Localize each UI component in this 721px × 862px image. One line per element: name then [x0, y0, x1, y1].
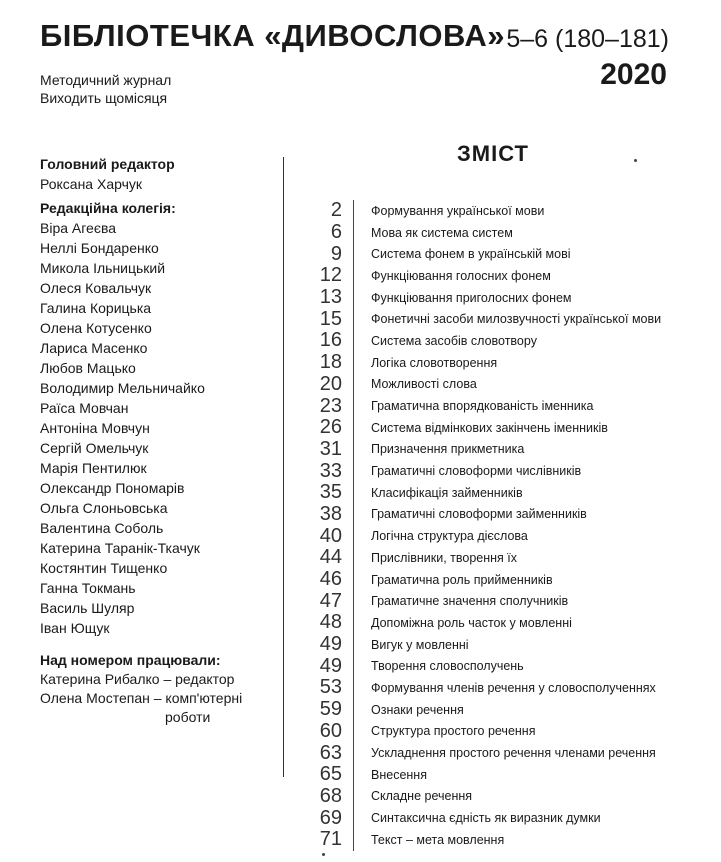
board-member: Катерина Таранік-Ткачук: [40, 540, 200, 556]
toc-divider: [353, 330, 354, 352]
toc-entry: [298, 308, 698, 330]
toc-page-number: 59: [319, 698, 342, 721]
toc-divider: [353, 222, 354, 244]
toc-entry: [298, 634, 698, 656]
toc-divider: [353, 655, 354, 677]
toc-page-number: 49: [319, 633, 342, 656]
toc-entry: [298, 395, 698, 417]
board-member: Антоніна Мовчун: [40, 420, 150, 436]
toc-page-number: 16: [319, 329, 342, 352]
toc-divider: [353, 200, 354, 222]
toc-title: Синтаксична єдність як виразник думки: [371, 811, 601, 826]
editor-heading: Головний редактор: [40, 156, 175, 172]
toc-title: Граматичні словоформи числівників: [371, 464, 582, 479]
toc-divider: [353, 742, 354, 764]
toc-entry: [298, 222, 698, 244]
toc-title: Вигук у мовленні: [371, 637, 469, 652]
toc-entry: [298, 287, 698, 309]
toc-divider: [353, 786, 354, 808]
toc-divider: [353, 721, 354, 743]
staff-layout: Олена Мостепан – комп'ютерні: [40, 690, 243, 706]
toc-title: Логіка словотворення: [371, 355, 498, 370]
toc-entry: [298, 460, 698, 482]
toc-page-number: 48: [319, 611, 342, 634]
board-member: Неллі Бондаренко: [40, 240, 159, 256]
toc-title: Граматичне значення сполучників: [371, 594, 569, 609]
toc-title: Складне речення: [371, 789, 473, 804]
toc-entry: [298, 807, 698, 829]
toc-entry: [298, 721, 698, 743]
toc-title: Прислівники, творення їх: [371, 550, 518, 565]
toc-divider: [353, 395, 354, 417]
toc-page-number: 23: [319, 394, 342, 417]
toc-entry: [298, 374, 698, 396]
toc-page-number: 38: [319, 502, 342, 525]
staff-layout-cont: роботи: [165, 709, 211, 725]
toc-page-number: 69: [319, 806, 342, 829]
toc-page-number: 31: [319, 437, 342, 460]
toc-divider: [353, 417, 354, 439]
toc-heading: ЗМІСТ: [457, 141, 529, 166]
toc-entry: [298, 677, 698, 699]
toc-title: Ознаки речення: [371, 702, 464, 717]
toc-title: Внесення: [371, 767, 427, 782]
board-member: Марія Пентилюк: [40, 460, 147, 476]
toc-divider: [353, 829, 354, 851]
toc-page-number: 53: [319, 676, 342, 699]
toc-divider: [353, 634, 354, 656]
toc-divider: [353, 482, 354, 504]
board-member: Валентина Соболь: [40, 520, 164, 536]
toc-divider: [353, 460, 354, 482]
board-member: Олександр Пономарів: [40, 480, 185, 496]
toc-entry: [298, 764, 698, 786]
toc-entry: [298, 742, 698, 764]
toc-page-number: 44: [319, 546, 342, 569]
toc-divider: [353, 287, 354, 309]
toc-title: Можливості слова: [371, 377, 477, 392]
board-member: Іван Ющук: [40, 620, 110, 636]
board-member: Володимир Мельничайко: [40, 380, 205, 396]
board-list: [40, 218, 280, 638]
toc-divider: [353, 308, 354, 330]
scan-speck: [634, 159, 637, 162]
toc-entry: [298, 699, 698, 721]
board-member: Олеся Ковальчук: [40, 280, 152, 296]
toc-list: [298, 200, 698, 851]
toc-entry: [298, 547, 698, 569]
journal-title: БІБЛІОТЕЧКА «ДИВОСЛОВА»: [40, 18, 505, 53]
board-member: Любов Мацько: [40, 360, 136, 376]
board-member: Олена Котусенко: [40, 320, 152, 336]
staff-editor: Катерина Рибалко – редактор: [40, 671, 235, 687]
toc-title: Призначення прикметника: [371, 442, 525, 457]
issue-year: 2020: [600, 58, 667, 91]
toc-entry: [298, 417, 698, 439]
toc-title: Система відмінкових закінчень іменників: [371, 420, 608, 435]
toc-entry: [298, 655, 698, 677]
toc-title: Функціювання голосних фонем: [371, 268, 551, 283]
toc-entry: [298, 786, 698, 808]
toc-page-number: 47: [319, 589, 342, 612]
board-member: Ольга Слоньовська: [40, 500, 168, 516]
toc-entry: [298, 482, 698, 504]
toc-title: Мова як система систем: [371, 225, 513, 240]
toc-entry: [298, 243, 698, 265]
toc-divider: [353, 612, 354, 634]
toc-page-number: 71: [319, 828, 342, 851]
toc-page-number: 6: [330, 221, 342, 244]
toc-entry: [298, 352, 698, 374]
scan-speck: [322, 853, 325, 856]
toc-title: Система фонем в українській мові: [371, 247, 571, 262]
toc-divider: [353, 569, 354, 591]
toc-page-number: 63: [319, 741, 342, 764]
toc-title: Логічна структура дієслова: [371, 529, 528, 544]
masthead: [40, 154, 280, 727]
toc-title: Класифікація займенників: [371, 485, 523, 500]
toc-entry: [298, 590, 698, 612]
toc-entry: [298, 504, 698, 526]
toc-divider: [353, 525, 354, 547]
toc-page-number: 40: [319, 524, 342, 547]
board-member: Галина Корицька: [40, 300, 152, 316]
toc-entry: [298, 330, 698, 352]
toc-page-number: 60: [319, 719, 342, 742]
toc-divider: [353, 352, 354, 374]
column-divider: [283, 157, 284, 777]
toc-page-number: 2: [330, 199, 342, 222]
toc-page-number: 68: [319, 784, 342, 807]
board-member: Костянтин Тищенко: [40, 560, 168, 576]
toc-entry: [298, 829, 698, 851]
toc-entry: [298, 569, 698, 591]
board-member: Лариса Масенко: [40, 340, 148, 356]
toc-title: Структура простого речення: [371, 724, 536, 739]
toc-page-number: 9: [330, 242, 342, 265]
toc-page-number: 26: [319, 416, 342, 439]
toc-title: Допоміжна роль часток у мовленні: [371, 615, 572, 630]
toc-page-number: 65: [319, 763, 342, 786]
toc-title: Творення словосполучень: [371, 659, 524, 674]
toc-title: Фонетичні засоби милозвучності української мови: [371, 312, 662, 327]
board-heading: Редакційна колегія:: [40, 200, 176, 216]
toc-title: Граматичні словоформи займенників: [371, 507, 587, 522]
toc-page-number: 35: [319, 481, 342, 504]
toc-entry: [298, 439, 698, 461]
issue-number: 5–6 (180–181): [506, 25, 669, 53]
toc-divider: [353, 677, 354, 699]
toc-divider: [353, 374, 354, 396]
toc-entry: [298, 200, 698, 222]
board-member: Раїса Мовчан: [40, 400, 129, 416]
toc-page-number: 49: [319, 654, 342, 677]
toc-title: Ускладнення простого речення членами речення: [371, 746, 656, 761]
toc-entry: [298, 265, 698, 287]
toc-title: Граматична впорядкованість іменника: [371, 399, 594, 414]
board-member: Віра Агеєва: [40, 220, 117, 236]
toc-divider: [353, 547, 354, 569]
board-member: Ганна Токмань: [40, 580, 136, 596]
publication-frequency: Виходить щомісяця: [40, 90, 168, 106]
toc-page-number: 18: [319, 351, 342, 374]
board-member: Сергій Омельчук: [40, 440, 149, 456]
board-member: Микола Ільницький: [40, 260, 166, 276]
toc-title: Текст – мета мовлення: [371, 832, 505, 847]
toc-page-number: 13: [319, 286, 342, 309]
toc-divider: [353, 764, 354, 786]
toc-divider: [353, 265, 354, 287]
toc-title: Функціювання приголосних фонем: [371, 290, 572, 305]
toc-page-number: 46: [319, 568, 342, 591]
staff-heading: Над номером працювали:: [40, 652, 221, 668]
toc-page-number: 12: [319, 264, 342, 287]
toc-divider: [353, 439, 354, 461]
toc-title: Формування української мови: [371, 203, 545, 218]
toc-divider: [353, 243, 354, 265]
toc-entry: [298, 612, 698, 634]
toc-title: Система засобів словотвору: [371, 333, 537, 348]
board-member: Василь Шуляр: [40, 600, 135, 616]
toc-page-number: 20: [319, 372, 342, 395]
toc-title: Формування членів речення у словосполученнях: [371, 680, 656, 695]
toc-title: Граматична роль прийменників: [371, 572, 553, 587]
toc-page-number: 33: [319, 459, 342, 482]
toc-divider: [353, 590, 354, 612]
toc-divider: [353, 699, 354, 721]
toc-entry: [298, 525, 698, 547]
editor-name: Роксана Харчук: [40, 176, 143, 192]
toc-page-number: 15: [319, 307, 342, 330]
journal-type: Методичний журнал: [40, 72, 172, 88]
toc-divider: [353, 807, 354, 829]
toc-divider: [353, 504, 354, 526]
